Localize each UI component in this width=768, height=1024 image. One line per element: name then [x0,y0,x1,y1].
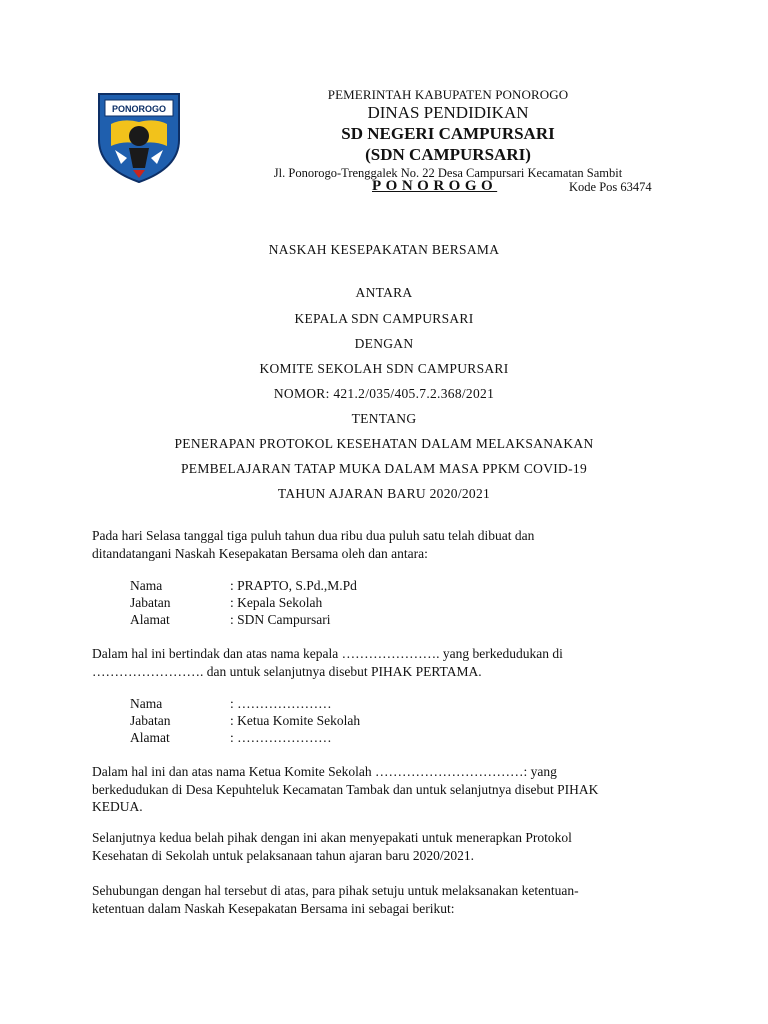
field-value: : ………………… [230,696,332,711]
paragraph-line: Dalam hal ini bertindak dan atas nama kepala …………………. yang berkedudukan di [92,646,563,661]
field-label: Alamat [130,730,170,745]
field-value: : SDN Campursari [230,612,331,627]
field-value: : Ketua Komite Sekolah [230,713,361,728]
party2-address [130,729,332,747]
party2-position [130,712,360,730]
title-subject-2: PEMBELAJARAN TATAP MUKA DALAM MASA PPKM COVID-19 [180,461,588,476]
paragraph-party2-role [92,763,675,816]
paragraph-opening [92,527,675,562]
field-value: : Kepala Sekolah [230,595,323,610]
government-name: PEMERINTAH KABUPATEN PONOROGO [327,87,569,102]
field-value: : ………………… [230,730,332,745]
ponorogo-crest-icon [93,88,185,184]
party2-name [130,695,332,713]
field-label: Alamat [130,612,170,627]
field-label: Nama [130,696,163,711]
city-name: PONOROGO [372,178,498,194]
title-antara: ANTARA [355,285,413,300]
field-label: Jabatan [130,713,171,728]
svg-text:PONOROGO: PONOROGO [111,104,167,114]
paragraph-line: KEDUA. [92,799,143,814]
paragraph-line: ditandatangani Naskah Kesepakatan Bersama oleh dan antara: [92,545,428,561]
paragraph-agreement [92,829,675,864]
title-number: NOMOR: 421.2/035/405.7.2.368/2021 [273,386,495,401]
paragraph-line: Sehubungan dengan hal tersebut di atas, para pihak setuju untuk melaksanakan ketentuan- [92,883,579,898]
title-party1: KEPALA SDN CAMPURSARI [294,311,474,326]
party1-name [130,577,357,595]
paragraph-party1-role [92,645,675,680]
party1-position [130,594,322,612]
title-subject-1: PENERAPAN PROTOKOL KESEHATAN DALAM MELAKSANAKAN [174,436,594,451]
party1-address [130,611,331,629]
paragraph-provisions [92,882,675,917]
paragraph-line: Selanjutnya kedua belah pihak dengan ini akan menyepakati untuk menerapkan Protokol [92,830,572,845]
paragraph-line: ketentuan dalam Naskah Kesepakatan Bersama ini sebagai berikut: [92,900,455,916]
field-label: Nama [130,578,163,593]
doc-title: NASKAH KESEPAKATAN BERSAMA [268,242,500,257]
agency-name: DINAS PENDIDIKAN [367,103,529,122]
school-abbrev: (SDN CAMPURSARI) [365,145,531,164]
paragraph-line: Kesehatan di Sekolah untuk pelaksanaan tahun ajaran baru 2020/2021. [92,847,475,863]
paragraph-line: Dalam hal ini dan atas nama Ketua Komite Sekolah ……………………………: yang [92,764,557,779]
school-address: Jl. Ponorogo-Trenggalek No. 22 Desa Campursari Kecamatan Sambit [273,166,623,180]
school-name: SD NEGERI CAMPURSARI [341,124,555,143]
title-year: TAHUN AJARAN BARU 2020/2021 [277,486,491,501]
paragraph-line: Pada hari Selasa tanggal tiga puluh tahun dua ribu dua puluh satu telah dibuat dan [92,528,535,543]
title-tentang: TENTANG [351,411,417,426]
city-row [372,178,692,200]
postal-code: Kode Pos 63474 [569,180,652,194]
title-party2: KOMITE SEKOLAH SDN CAMPURSARI [259,361,509,376]
title-dengan: DENGAN [354,336,414,351]
paragraph-line: berkedudukan di Desa Kepuhteluk Kecamatan Tambak dan untuk selanjutnya disebut PIHAK [92,781,599,797]
field-label: Jabatan [130,595,171,610]
paragraph-line: ……………………. dan untuk selanjutnya disebut PIHAK PERTAMA. [92,663,482,679]
letterhead [200,86,696,182]
field-value: : PRAPTO, S.Pd.,M.Pd [230,578,357,593]
